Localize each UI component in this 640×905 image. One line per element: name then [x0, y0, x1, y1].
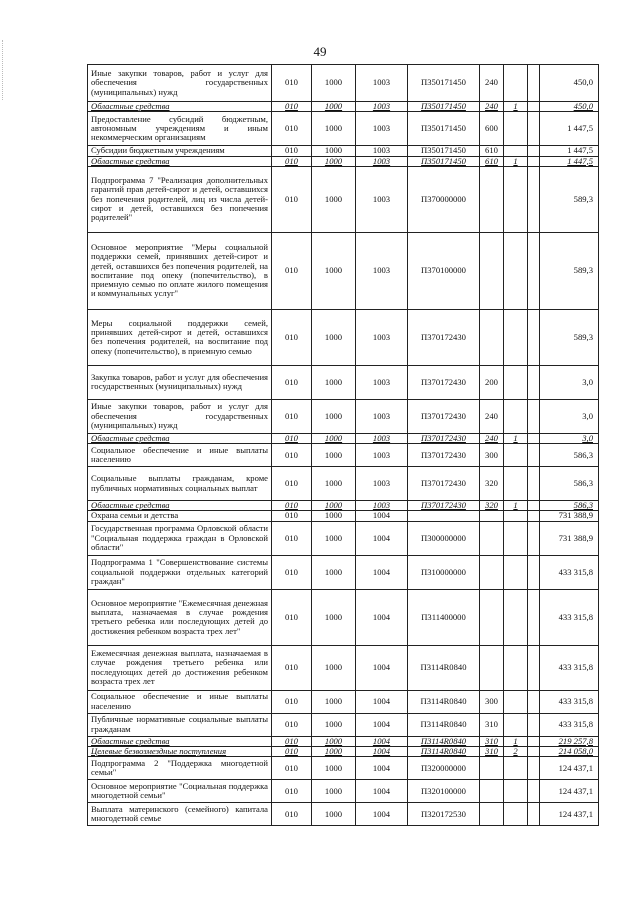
table-row	[88, 521, 599, 555]
subsection-code-cell: 1004	[356, 757, 408, 780]
row-name-cell: Областные средства	[88, 433, 272, 443]
table-row	[88, 713, 599, 736]
grbs-code-cell: 010	[272, 780, 312, 803]
expense-type-cell: 310	[480, 713, 504, 736]
table-row	[88, 690, 599, 713]
extra-code-cell	[528, 757, 540, 780]
funding-source-cell	[504, 65, 528, 102]
funding-source-cell	[504, 511, 528, 521]
amount-cell: 586,3	[540, 467, 599, 501]
amount-cell: 124 437,1	[540, 803, 599, 826]
row-name-cell: Социальные выплаты гражданам, кроме публичных нормативных социальных выплат	[88, 467, 272, 501]
table-row	[88, 156, 599, 166]
subsection-code-cell: 1003	[356, 65, 408, 102]
funding-source-cell	[504, 645, 528, 690]
table-row	[88, 736, 599, 746]
table-row	[88, 780, 599, 803]
amount-cell: 586,3	[540, 501, 599, 511]
target-article-cell: П370172430	[408, 467, 480, 501]
row-name-cell: Государственная программа Орловской области "Социальная поддержка граждан в Орловской области"	[88, 521, 272, 555]
row-name-cell: Иные закупки товаров, работ и услуг для обеспечения государственных (муниципальных) нужд	[88, 65, 272, 102]
row-name-cell: Иные закупки товаров, работ и услуг для обеспечения государственных (муниципальных) нужд	[88, 399, 272, 433]
row-name-cell: Областные средства	[88, 102, 272, 112]
amount-cell: 589,3	[540, 232, 599, 309]
table-row	[88, 365, 599, 399]
section-code-cell: 1000	[312, 112, 356, 146]
target-article-cell: П350171450	[408, 156, 480, 166]
grbs-code-cell: 010	[272, 467, 312, 501]
expense-type-cell	[480, 803, 504, 826]
grbs-code-cell: 010	[272, 589, 312, 645]
target-article-cell: П311400000	[408, 589, 480, 645]
row-name-cell: Областные средства	[88, 501, 272, 511]
budget-table	[87, 64, 599, 826]
row-name-cell: Социальное обеспечение и иные выплаты населению	[88, 690, 272, 713]
row-name-cell: Подпрограмма 1 "Совершенствование системы социальной поддержки отдельных категорий граждан"	[88, 555, 272, 589]
row-name-cell: Социальное обеспечение и иные выплаты населению	[88, 444, 272, 467]
amount-cell: 586,3	[540, 444, 599, 467]
extra-code-cell	[528, 803, 540, 826]
row-name-cell: Областные средства	[88, 736, 272, 746]
subsection-code-cell: 1003	[356, 232, 408, 309]
table-row	[88, 433, 599, 443]
section-code-cell: 1000	[312, 713, 356, 736]
target-article-cell: П3114R0840	[408, 645, 480, 690]
subsection-code-cell: 1003	[356, 146, 408, 156]
target-article-cell: П350171450	[408, 102, 480, 112]
funding-source-cell	[504, 690, 528, 713]
grbs-code-cell: 010	[272, 645, 312, 690]
expense-type-cell: 600	[480, 112, 504, 146]
table-row	[88, 309, 599, 365]
grbs-code-cell: 010	[272, 146, 312, 156]
amount-cell: 1 447,5	[540, 112, 599, 146]
subsection-code-cell: 1003	[356, 433, 408, 443]
grbs-code-cell: 010	[272, 112, 312, 146]
table-body	[88, 65, 599, 826]
section-code-cell: 1000	[312, 803, 356, 826]
subsection-code-cell: 1003	[356, 102, 408, 112]
grbs-code-cell: 010	[272, 444, 312, 467]
funding-source-cell	[504, 555, 528, 589]
subsection-code-cell: 1004	[356, 511, 408, 521]
funding-source-cell	[504, 713, 528, 736]
extra-code-cell	[528, 146, 540, 156]
amount-cell: 3,0	[540, 433, 599, 443]
table-row	[88, 645, 599, 690]
grbs-code-cell: 010	[272, 365, 312, 399]
subsection-code-cell: 1003	[356, 365, 408, 399]
extra-code-cell	[528, 511, 540, 521]
target-article-cell: П350171450	[408, 65, 480, 102]
extra-code-cell	[528, 521, 540, 555]
subsection-code-cell: 1004	[356, 645, 408, 690]
table-row	[88, 511, 599, 521]
funding-source-cell	[504, 146, 528, 156]
amount-cell: 219 257,8	[540, 736, 599, 746]
subsection-code-cell: 1004	[356, 747, 408, 757]
extra-code-cell	[528, 690, 540, 713]
extra-code-cell	[528, 232, 540, 309]
target-article-cell: П320100000	[408, 780, 480, 803]
page-number: 49	[313, 44, 327, 59]
grbs-code-cell: 010	[272, 521, 312, 555]
extra-code-cell	[528, 713, 540, 736]
extra-code-cell	[528, 156, 540, 166]
section-code-cell: 1000	[312, 501, 356, 511]
subsection-code-cell: 1003	[356, 501, 408, 511]
grbs-code-cell: 010	[272, 65, 312, 102]
funding-source-cell	[504, 232, 528, 309]
subsection-code-cell: 1004	[356, 736, 408, 746]
target-article-cell: П370172430	[408, 433, 480, 443]
amount-cell: 450,0	[540, 65, 599, 102]
target-article-cell: П3114R0840	[408, 736, 480, 746]
section-code-cell: 1000	[312, 399, 356, 433]
amount-cell: 450,0	[540, 102, 599, 112]
funding-source-cell	[504, 521, 528, 555]
funding-source-cell	[504, 467, 528, 501]
funding-source-cell	[504, 757, 528, 780]
section-code-cell: 1000	[312, 645, 356, 690]
extra-code-cell	[528, 501, 540, 511]
amount-cell: 433 315,8	[540, 645, 599, 690]
extra-code-cell	[528, 736, 540, 746]
subsection-code-cell: 1003	[356, 399, 408, 433]
section-code-cell: 1000	[312, 780, 356, 803]
section-code-cell: 1000	[312, 444, 356, 467]
expense-type-cell: 240	[480, 102, 504, 112]
grbs-code-cell: 010	[272, 156, 312, 166]
subsection-code-cell: 1004	[356, 713, 408, 736]
row-name-cell: Предоставление субсидий бюджетным, автономным учреждениям и иным некоммерческим организациям	[88, 112, 272, 146]
subsection-code-cell: 1003	[356, 309, 408, 365]
grbs-code-cell: 010	[272, 501, 312, 511]
section-code-cell: 1000	[312, 433, 356, 443]
section-code-cell: 1000	[312, 757, 356, 780]
extra-code-cell	[528, 112, 540, 146]
section-code-cell: 1000	[312, 736, 356, 746]
amount-cell: 433 315,8	[540, 555, 599, 589]
section-code-cell: 1000	[312, 65, 356, 102]
grbs-code-cell: 010	[272, 309, 312, 365]
subsection-code-cell: 1004	[356, 589, 408, 645]
section-code-cell: 1000	[312, 309, 356, 365]
table-row	[88, 102, 599, 112]
extra-code-cell	[528, 467, 540, 501]
funding-source-cell	[504, 166, 528, 232]
section-code-cell: 1000	[312, 690, 356, 713]
row-name-cell: Меры социальной поддержки семей, принявших детей-сирот и детей, оставшихся без попечения родителей, на воспитание под опеку (попечительство), в приемную семью	[88, 309, 272, 365]
target-article-cell: П350171450	[408, 146, 480, 156]
amount-cell: 433 315,8	[540, 713, 599, 736]
section-code-cell: 1000	[312, 521, 356, 555]
expense-type-cell	[480, 757, 504, 780]
funding-source-cell: 1	[504, 736, 528, 746]
extra-code-cell	[528, 433, 540, 443]
amount-cell: 589,3	[540, 166, 599, 232]
grbs-code-cell: 010	[272, 713, 312, 736]
target-article-cell: П370100000	[408, 232, 480, 309]
funding-source-cell: 2	[504, 747, 528, 757]
grbs-code-cell: 010	[272, 102, 312, 112]
expense-type-cell	[480, 780, 504, 803]
target-article-cell: П3114R0840	[408, 713, 480, 736]
row-name-cell: Целевые безвозмездные поступления	[88, 747, 272, 757]
amount-cell: 731 388,9	[540, 521, 599, 555]
section-code-cell: 1000	[312, 589, 356, 645]
section-code-cell: 1000	[312, 156, 356, 166]
grbs-code-cell: 010	[272, 166, 312, 232]
amount-cell: 433 315,8	[540, 589, 599, 645]
expense-type-cell: 610	[480, 146, 504, 156]
subsection-code-cell: 1003	[356, 166, 408, 232]
grbs-code-cell: 010	[272, 232, 312, 309]
target-article-cell: П300000000	[408, 521, 480, 555]
subsection-code-cell: 1003	[356, 444, 408, 467]
table-row	[88, 65, 599, 102]
expense-type-cell	[480, 309, 504, 365]
expense-type-cell: 200	[480, 365, 504, 399]
grbs-code-cell: 010	[272, 757, 312, 780]
row-name-cell: Публичные нормативные социальные выплаты гражданам	[88, 713, 272, 736]
subsection-code-cell: 1004	[356, 690, 408, 713]
amount-cell: 433 315,8	[540, 690, 599, 713]
target-article-cell: П370172430	[408, 309, 480, 365]
extra-code-cell	[528, 102, 540, 112]
extra-code-cell	[528, 645, 540, 690]
subsection-code-cell: 1004	[356, 803, 408, 826]
section-code-cell: 1000	[312, 146, 356, 156]
grbs-code-cell: 010	[272, 433, 312, 443]
table-row	[88, 757, 599, 780]
row-name-cell: Ежемесячная денежная выплата, назначаемая в случае рождения третьего ребенка или последующих детей до достижения ребенком возраста трех лет	[88, 645, 272, 690]
amount-cell: 124 437,1	[540, 757, 599, 780]
target-article-cell: П3114R0840	[408, 747, 480, 757]
table-row	[88, 166, 599, 232]
funding-source-cell	[504, 309, 528, 365]
subsection-code-cell: 1004	[356, 521, 408, 555]
expense-type-cell: 300	[480, 690, 504, 713]
table-row	[88, 501, 599, 511]
target-article-cell: П350171450	[408, 112, 480, 146]
expense-type-cell	[480, 645, 504, 690]
section-code-cell: 1000	[312, 102, 356, 112]
expense-type-cell	[480, 521, 504, 555]
target-article-cell: П3114R0840	[408, 690, 480, 713]
amount-cell: 731 388,9	[540, 511, 599, 521]
section-code-cell: 1000	[312, 555, 356, 589]
extra-code-cell	[528, 747, 540, 757]
grbs-code-cell: 010	[272, 511, 312, 521]
amount-cell: 1 447,5	[540, 156, 599, 166]
row-name-cell: Подпрограмма 2 "Поддержка многодетной семьи"	[88, 757, 272, 780]
extra-code-cell	[528, 65, 540, 102]
expense-type-cell: 310	[480, 747, 504, 757]
funding-source-cell	[504, 112, 528, 146]
table-row	[88, 467, 599, 501]
section-code-cell: 1000	[312, 467, 356, 501]
target-article-cell: П320000000	[408, 757, 480, 780]
extra-code-cell	[528, 365, 540, 399]
subsection-code-cell: 1004	[356, 780, 408, 803]
funding-source-cell: 1	[504, 156, 528, 166]
funding-source-cell: 1	[504, 501, 528, 511]
row-name-cell: Выплата материнского (семейного) капитала многодетной семье	[88, 803, 272, 826]
section-code-cell: 1000	[312, 166, 356, 232]
grbs-code-cell: 010	[272, 803, 312, 826]
target-article-cell: П370172430	[408, 365, 480, 399]
target-article-cell: П370172430	[408, 501, 480, 511]
table-row	[88, 444, 599, 467]
row-name-cell: Закупка товаров, работ и услуг для обеспечения государственных (муниципальных) нужд	[88, 365, 272, 399]
extra-code-cell	[528, 589, 540, 645]
expense-type-cell: 320	[480, 467, 504, 501]
extra-code-cell	[528, 166, 540, 232]
section-code-cell: 1000	[312, 511, 356, 521]
grbs-code-cell: 010	[272, 399, 312, 433]
row-name-cell: Основное мероприятие "Социальная поддержка многодетной семьи"	[88, 780, 272, 803]
extra-code-cell	[528, 309, 540, 365]
target-article-cell: П310000000	[408, 555, 480, 589]
grbs-code-cell: 010	[272, 747, 312, 757]
expense-type-cell	[480, 232, 504, 309]
grbs-code-cell: 010	[272, 690, 312, 713]
funding-source-cell	[504, 589, 528, 645]
expense-type-cell: 300	[480, 444, 504, 467]
expense-type-cell	[480, 589, 504, 645]
funding-source-cell	[504, 399, 528, 433]
subsection-code-cell: 1003	[356, 156, 408, 166]
target-article-cell	[408, 511, 480, 521]
target-article-cell: П370172430	[408, 444, 480, 467]
grbs-code-cell: 010	[272, 736, 312, 746]
subsection-code-cell: 1004	[356, 555, 408, 589]
amount-cell: 214 058,0	[540, 747, 599, 757]
amount-cell: 589,3	[540, 309, 599, 365]
row-name-cell: Подпрограмма 7 "Реализация дополнительных гарантий прав детей-сирот и детей, оставшихся без попечения родителей, лиц из числа детей-сирот и детей, оставшихся без попечения родителей"	[88, 166, 272, 232]
row-name-cell: Основное мероприятие "Меры социальной поддержки семей, принявших детей-сирот и детей, оставшихся без попечения родителей, на воспитание под опеку (попечительство), в приемную семью по оплате жилого помещения и коммунальных услуг"	[88, 232, 272, 309]
expense-type-cell	[480, 555, 504, 589]
table-row	[88, 232, 599, 309]
funding-source-cell: 1	[504, 433, 528, 443]
expense-type-cell	[480, 511, 504, 521]
target-article-cell: П370172430	[408, 399, 480, 433]
amount-cell: 124 437,1	[540, 780, 599, 803]
expense-type-cell: 240	[480, 399, 504, 433]
table-row	[88, 555, 599, 589]
extra-code-cell	[528, 444, 540, 467]
table-row	[88, 399, 599, 433]
table-row	[88, 589, 599, 645]
table-row	[88, 112, 599, 146]
expense-type-cell: 240	[480, 433, 504, 443]
subsection-code-cell: 1003	[356, 112, 408, 146]
expense-type-cell: 320	[480, 501, 504, 511]
section-code-cell: 1000	[312, 232, 356, 309]
extra-code-cell	[528, 399, 540, 433]
row-name-cell: Областные средства	[88, 156, 272, 166]
extra-code-cell	[528, 555, 540, 589]
target-article-cell: П320172530	[408, 803, 480, 826]
grbs-code-cell: 010	[272, 555, 312, 589]
extra-code-cell	[528, 780, 540, 803]
subsection-code-cell: 1003	[356, 467, 408, 501]
amount-cell: 3,0	[540, 365, 599, 399]
expense-type-cell	[480, 166, 504, 232]
table-row	[88, 146, 599, 156]
section-code-cell: 1000	[312, 365, 356, 399]
funding-source-cell: 1	[504, 102, 528, 112]
funding-source-cell	[504, 365, 528, 399]
row-name-cell: Основное мероприятие "Ежемесячная денежная выплата, назначаемая в случае рождения третьего ребенка или последующих детей до достижения ребенком возраста трех лет"	[88, 589, 272, 645]
amount-cell: 3,0	[540, 399, 599, 433]
section-code-cell: 1000	[312, 747, 356, 757]
row-name-cell: Субсидии бюджетным учреждениям	[88, 146, 272, 156]
table-row	[88, 747, 599, 757]
funding-source-cell	[504, 803, 528, 826]
expense-type-cell: 240	[480, 65, 504, 102]
amount-cell: 1 447,5	[540, 146, 599, 156]
expense-type-cell: 310	[480, 736, 504, 746]
expense-type-cell: 610	[480, 156, 504, 166]
target-article-cell: П370000000	[408, 166, 480, 232]
funding-source-cell	[504, 444, 528, 467]
row-name-cell: Охрана семьи и детства	[88, 511, 272, 521]
table-row	[88, 803, 599, 826]
funding-source-cell	[504, 780, 528, 803]
